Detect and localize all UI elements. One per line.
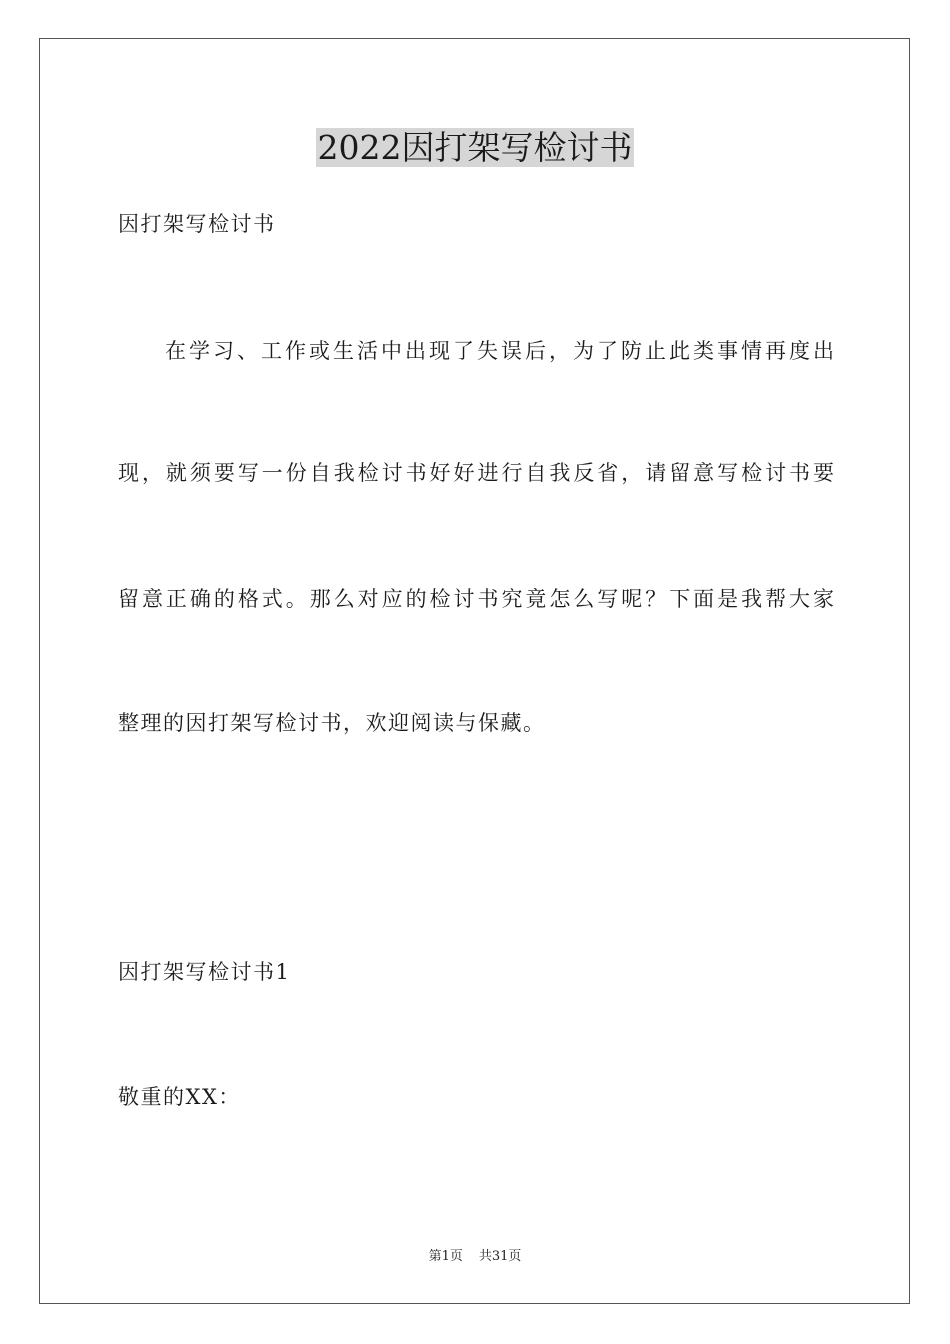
page-total: 共31页 bbox=[478, 1249, 522, 1264]
section-heading: 因打架写检讨书1 bbox=[118, 960, 291, 984]
intro-line-4: 整理的因打架写检讨书，欢迎阅读与保藏。 bbox=[118, 711, 546, 735]
document-subtitle: 因打架写检讨书 bbox=[118, 212, 276, 236]
document-title-text: 2022因打架写检讨书 bbox=[317, 128, 633, 167]
intro-line-3: 留意正确的格式。那么对应的检讨书究竟怎么写呢？下面是我帮大家 bbox=[118, 587, 834, 611]
document-title bbox=[0, 126, 950, 170]
intro-line-1: 在学习、工作或生活中出现了失误后，为了防止此类事情再度出 bbox=[165, 339, 834, 363]
salutation: 敬重的XX： bbox=[118, 1085, 241, 1109]
page-number: 第1页 bbox=[428, 1249, 463, 1264]
page-footer bbox=[0, 1248, 950, 1266]
intro-line-2: 现，就须要写一份自我检讨书好好进行自我反省，请留意写检讨书要 bbox=[118, 461, 834, 485]
